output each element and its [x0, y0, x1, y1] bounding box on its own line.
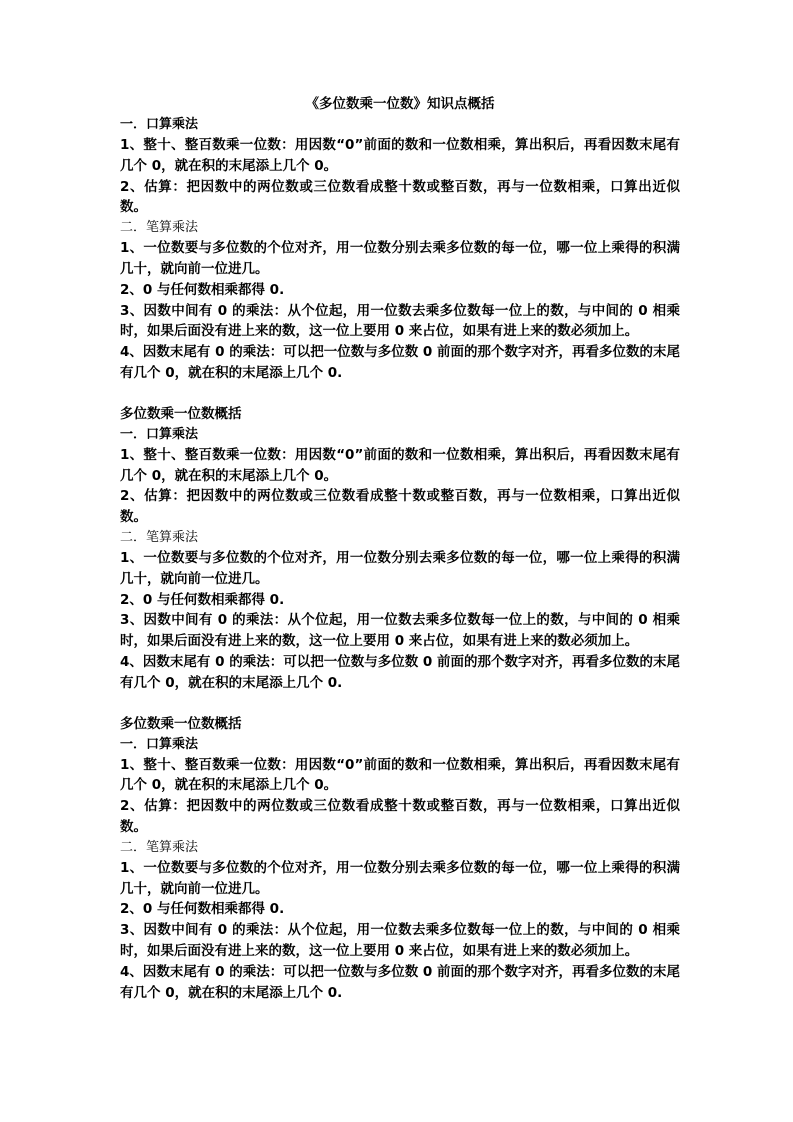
paragraph-item: 3、因数中间有 0 的乘法：从个位起，用一位数去乘多位数每一位上的数，与中间的 0 相乘时，如果后面没有进上来的数，这一位上要用 0 来占位，如果有进上来的数必须加上。	[120, 302, 680, 340]
part-title-written-multiplication: 二．笔算乘法	[120, 839, 199, 855]
summary-section-2	[120, 404, 680, 694]
paragraph-item: 2、0 与任何数相乘都得 0.	[120, 281, 285, 298]
part-title-written-multiplication: 二．笔算乘法	[120, 220, 199, 236]
paragraph-item: 1、一位数要与多位数的个位对齐，用一位数分别去乘多位数的每一位，哪一位上乘得的积满几十，就向前一位进几。	[120, 859, 680, 897]
paragraph-item: 1、一位数要与多位数的个位对齐，用一位数分别去乘多位数的每一位，哪一位上乘得的积满几十，就向前一位进几。	[120, 240, 680, 277]
section-heading: 多位数乘一位数概括	[120, 715, 242, 732]
part-title-mental-multiplication: 一．口算乘法	[120, 736, 199, 752]
paragraph-item: 1、一位数要与多位数的个位对齐，用一位数分别去乘多位数的每一位，哪一位上乘得的积满几十，就向前一位进几。	[120, 549, 680, 587]
paragraph-item: 2、0 与任何数相乘都得 0.	[120, 591, 285, 608]
part-title-written-multiplication: 二．笔算乘法	[120, 529, 199, 545]
paragraph-item: 2、估算：把因数中的两位数或三位数看成整十数或整百数，再与一位数相乘，口算出近似数。	[120, 798, 680, 835]
paragraph-item: 2、估算：把因数中的两位数或三位数看成整十数或整百数，再与一位数相乘，口算出近似数。	[120, 178, 680, 216]
part-title-mental-multiplication: 一．口算乘法	[120, 117, 199, 132]
paragraph-item: 3、因数中间有 0 的乘法：从个位起，用一位数去乘多位数每一位上的数，与中间的 0 相乘时，如果后面没有进上来的数，这一位上要用 0 来占位，如果有进上来的数必须加上。	[120, 612, 680, 650]
paragraph-item: 4、因数末尾有 0 的乘法：可以把一位数与多位数 0 前面的那个数字对齐，再看多位数的末尾有几个 0，就在积的末尾添上几个 0.	[120, 344, 680, 381]
document-title: 《多位数乘一位数》知识点概括	[305, 96, 495, 112]
summary-section-1	[120, 115, 680, 384]
paragraph-item: 1、整十、整百数乘一位数：用因数“0”前面的数和一位数相乘，算出积后，再看因数末尾有几个 0，就在积的末尾添上几个 0。	[120, 756, 680, 794]
paragraph-item: 2、0 与任何数相乘都得 0.	[120, 901, 285, 918]
paragraph-item: 2、估算：把因数中的两位数或三位数看成整十数或整百数，再与一位数相乘，口算出近似数。	[120, 488, 680, 526]
paragraph-item: 1、整十、整百数乘一位数：用因数“0”前面的数和一位数相乘，算出积后，再看因数末尾有几个 0，就在积的末尾添上几个 0。	[120, 137, 680, 174]
paragraph-item: 1、整十、整百数乘一位数：用因数“0”前面的数和一位数相乘，算出积后，再看因数末尾有几个 0，就在积的末尾添上几个 0。	[120, 446, 680, 484]
paragraph-item: 3、因数中间有 0 的乘法：从个位起，用一位数去乘多位数每一位上的数，与中间的 0 相乘时，如果后面没有进上来的数，这一位上要用 0 来占位，如果有进上来的数必须加上。	[120, 922, 680, 959]
document-page	[120, 94, 680, 1003]
section-heading: 多位数乘一位数概括	[120, 405, 242, 422]
paragraph-item: 4、因数末尾有 0 的乘法：可以把一位数与多位数 0 前面的那个数字对齐，再看多位数的末尾有几个 0，就在积的末尾添上几个 0.	[120, 963, 680, 1001]
part-title-mental-multiplication: 一．口算乘法	[120, 426, 199, 442]
paragraph-item: 4、因数末尾有 0 的乘法：可以把一位数与多位数 0 前面的那个数字对齐，再看多位数的末尾有几个 0，就在积的末尾添上几个 0.	[120, 653, 680, 691]
summary-section-3	[120, 714, 680, 1004]
